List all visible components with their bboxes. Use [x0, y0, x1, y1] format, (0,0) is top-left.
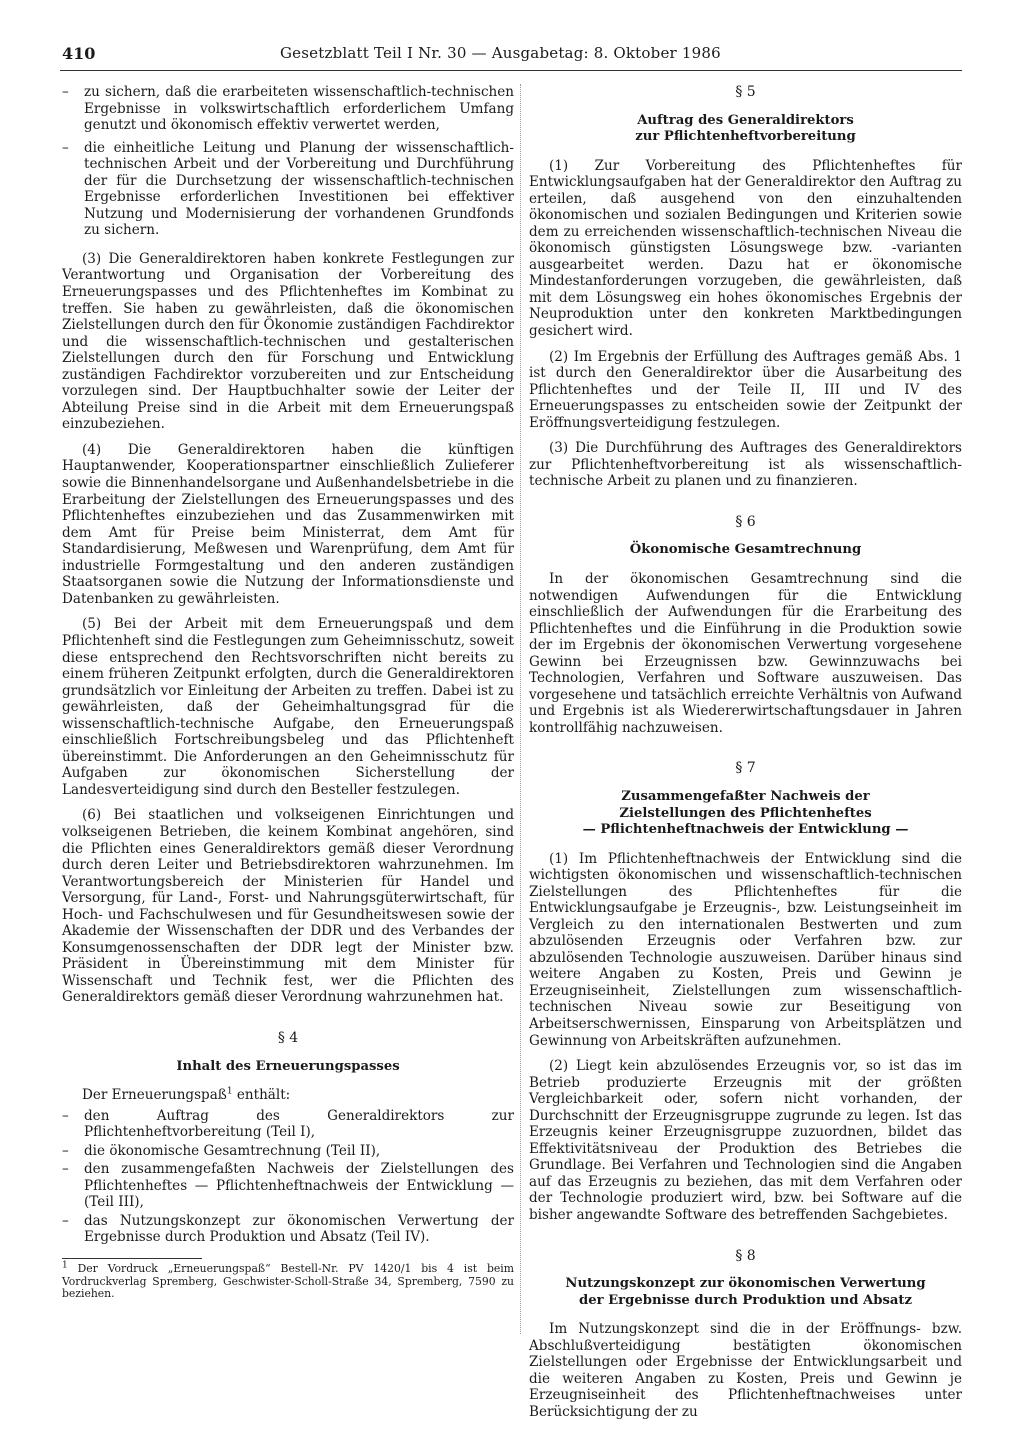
- section-7-paragraph-1: (1) Im Pflichtenheftnachweis der Entwicklung sind die wichtigsten ökonomischen und wissenschaftlich-technischen Zielstellungen des Pflichtenheftes für die Entwicklungsaufgabe je Erzeugnis-, bzw. Leistungseinheit im Vergleich zu den internationalen Bestwerten und zum abzulösenden Erzeugnis oder Verfahren bzw. zur abzulösenden Technologie auszuweisen. Darüber hinaus sind weitere Angaben zu Kosten, Preis und Gewinn je Erzeugniseinheit, Zielstellungen zum wissenschaftlich-technischen Niveau sowie zur Beseitigung von Arbeitserschwernissen, Einsparung von Arbeitsplätzen und Gewinnung von Arbeitskräften aufzunehmen.: [529, 850, 962, 1049]
- paragraph-3: (3) Die Generaldirektoren haben konkrete Festlegungen zur Verantwortung und Organisation der Vorbereitung des Erneuerungspasses und des Pflichtenheftes im Kombinat zu treffen. Sie haben zu gewährleisten, daß die ökonomischen Zielstellungen durch den für Ökonomie zuständigen Fachdirektor und die wissenschaftlich-technischen und gestalterischen Zielstellungen durch den für Forschung und Entwicklung zuständigen Fachdirektor vorzubereiten und zur Entscheidung vorzulegen sind. Der Hauptbuchhalter sowie der Leiter der Abteilung Preise sind in die Arbeit mit dem Erneuerungspaß einzubeziehen.: [62, 250, 514, 433]
- section-5-heading: § 5: [735, 84, 756, 100]
- section-7-heading: § 7: [735, 760, 756, 777]
- footnote-rule: [62, 1258, 202, 1259]
- section-4-intro: Der Erneuerungspaß$^1$ enthält:: [82, 1086, 291, 1104]
- section-4-heading: § 4: [277, 1029, 299, 1046]
- section-8-title: Nutzungskonzept zur ökonomischen Verwertung der Ergebnisse durch Produktion und Absatz: [565, 1276, 926, 1308]
- page-header: [62, 44, 962, 70]
- section-7-title: Zusammengefaßter Nachweis der Zielstellungen des Pflichtenheftes — Pflichtenheftnachweis der Entwicklung —: [582, 789, 909, 837]
- list-item: – zu sichern, daß die erarbeiteten wissenschaftlich-technischen Ergebnisse in volkswirtschaftlich erforderlichem Umfang genutzt und ökonomisch effektiv verwertet werden,: [62, 84, 514, 134]
- list-item: – die ökonomische Gesamtrechnung (Teil II),: [62, 1143, 514, 1160]
- section-8-heading: § 8: [735, 1247, 756, 1264]
- section-5-paragraph-1: (1) Zur Vorbereitung des Pflichtenheftes für Entwicklungsaufgaben hat der Generaldirektor den Auftrag zu erteilen, daß ausgehend von den einzuhaltenden ökonomischen und sozialen Bedingungen und Kriterien sowie dem zu erreichenden wissenschaftlich-technischen Niveau die ökonomisch günstigsten Lösungswege bzw. -varianten ausgearbeitet werden. Dazu hat er ökonomische Mindestanforderungen vorzugeben, die gewährleisten, daß mit dem Lösungsweg ein hohes ökonomisches Ergebnis der Neuproduktion unter den konkreten Marktbedingungen gesichert wird.: [529, 157, 962, 340]
- section-6-paragraph-1: In der ökonomischen Gesamtrechnung sind die notwendigen Aufwendungen für die Entwicklung einschließlich der Aufwendungen für die Erarbeitung des Pflichtenheftes und die Einführung in die Produktion sowie der im Ergebnis der ökonomischen Verwertung vorgesehene Gewinn bei Erzeugnissen bzw. Gewinnzuwachs bei Technologien, Verfahren und Software auszuweisen. Das vorgesehene und tatsächlich erreichte Verhältnis von Aufwand und Ergebnis ist als Wiedererwirtschaftungsdauer in Jahren kontrollfähig nachzuweisen.: [529, 570, 962, 736]
- left-column: [62, 84, 514, 1301]
- section-5-title: Auftrag des Generaldirektors zur Pflichtenheftvorbereitung: [635, 112, 856, 145]
- running-head: Gesetzblatt Teil I Nr. 30 — Ausgabetag: 8. Oktober 1986: [280, 44, 721, 62]
- section-8-paragraph-1: Im Nutzungskonzept sind die in der Eröffnungs- bzw. Abschlußverteidigung bestätigten ökonomischen Zielstellungen oder Ergebnisse der Entwicklungsarbeit und die weiteren Angaben zu Kosten, Preis und Gewinn je Erzeugniseinheit des Pflichtenheftnachweises unter Berücksichtigung der zu: [529, 1321, 962, 1420]
- footnote: $^1$ Der Vordruck „Erneuerungspaß“ Bestell-Nr. PV 1420/1 bis 4 ist beim Vordruckverlag Spremberg, Geschwister-Scholl-Straße 34, Spremberg, 7590 zu beziehen.: [62, 1260, 514, 1301]
- footnote-reference: 1: [226, 1086, 233, 1097]
- list-item: – den zusammengefaßten Nachweis der Zielstellungen des Pflichtenheftes — Pflichtenheftnachweis der Entwicklung — (Teil III),: [62, 1161, 514, 1211]
- list-item: – die einheitliche Leitung und Planung der wissenschaftlich-technischen Arbeit und der Vorbereitung und Durchführung der für die Durchsetzung der wissenschaftlich-technischen Ergebnisse erforderlichen Investitionen bei effektiver Nutzung und Modernisierung der vorhandenen Grundfonds zu sichern.: [62, 140, 514, 239]
- paragraph-6: (6) Bei staatlichen und volkseigenen Einrichtungen und volkseigenen Betrieben, die keinem Kombinat angehören, sind die Pflichten eines Generaldirektors gemäß dieser Verordnung durch deren Leiter und Betriebsdirektoren wahrzunehmen. Im Verantwortungsbereich der Ministerien für Handel und Versorgung, für Land-, Forst- und Nahrungsgüterwirtschaft, für Hoch- und Fachschulwesen und für Gesundheitswesen sowie der Akademie der Wissenschaften der DDR und des Verbandes der Konsumgenossenschaften der DDR legt der Minister bzw. Präsident in Übereinstimmung mit dem Minister für Wissenschaft und Technik fest, wer die Pflichten des Generaldirektors gemäß dieser Verordnung wahrzunehmen hat.: [62, 807, 514, 1006]
- column-divider: [520, 84, 521, 1334]
- paragraph-5: (5) Bei der Arbeit mit dem Erneuerungspaß und dem Pflichtenheft sind die Festlegungen zum Geheimnisschutz, soweit diese entsprechend den Rechtsvorschriften nicht bereits zu einem früheren Zeitpunkt erfolgten, durch die Generaldirektoren grundsätzlich vor Einleitung der Arbeiten zu treffen. Dabei ist zu gewährleisten, daß der Geheimhaltungsgrad für die wissenschaftlich-technische Aufgabe, den Erneuerungspaß einschließlich Fortschreibungsbeleg und das Pflichtenheft übereinstimmt. Die Anforderungen an den Geheimnisschutz für Aufgaben zur ökonomischen Sicherstellung der Landesverteidigung sind durch den Besteller festzulegen.: [62, 616, 514, 798]
- page-number: 410: [62, 44, 96, 63]
- section-5-paragraph-2: (2) Im Ergebnis der Erfüllung des Auftrages gemäß Abs. 1 ist durch den Generaldirektor über die Ausarbeitung des Pflichtenheftes und der Teile II, III und IV des Erneuerungspasses zu entscheiden sowie der Zeitpunkt der Eröffnungsverteidigung festzulegen.: [529, 348, 962, 431]
- list-item: – den Auftrag des Generaldirektors zur Pflichtenheftvorbereitung (Teil I),: [62, 1108, 514, 1141]
- section-6-heading: § 6: [735, 513, 756, 530]
- section-7-paragraph-2: (2) Liegt kein abzulösendes Erzeugnis vor, so ist das im Betrieb produzierte Erzeugnis mit der größten Vergleichbarkeit oder, sofern nicht vorhanden, der Durchschnitt der Erzeugnisgruppe zugrunde zu legen. Ist das Erzeugnis keiner Erzeugnisgruppe zuzuordnen, bildet das Effektivitätsniveau der Produktion des Betriebes die Grundlage. Bei Verfahren und Technologien sind die Angaben auf das Erzeugnis zu beziehen, das mit dem Verfahren oder der Technologie produziert wird, bzw. bei Software auf die bisher angewandte Software des betreffenden Sachgebietes.: [529, 1058, 962, 1223]
- footnote-number: 1: [62, 1260, 68, 1271]
- section-6-title: Ökonomische Gesamtrechnung: [629, 542, 862, 558]
- section-5-paragraph-3: (3) Die Durchführung des Auftrages des Generaldirektors zur Pflichtenheftvorbereitung ist als wissenschaftlich-technische Arbeit zu planen und zu finanzieren.: [529, 440, 962, 490]
- right-column: [529, 84, 962, 1429]
- section-4-title: Inhalt des Erneuerungspasses: [176, 1058, 400, 1074]
- paragraph-4: (4) Die Generaldirektoren haben die künftigen Hauptanwender, Kooperationspartner einschließlich Zulieferer sowie die Binnenhandelsorgane und Außenhandelsbetriebe in die Erarbeitung der Zielstellungen des Erneuerungspasses und des Pflichtenheftes einzubeziehen und das Zusammenwirken mit dem Amt für Preise beim Ministerrat, dem Amt für Standardisierung, Meßwesen und Warenprüfung, dem Amt für industrielle Formgestaltung und den anderen zuständigen Staatsorganen sowie die Nutzung der Informationsdienste und Datenbanken zu gewährleisten.: [62, 441, 514, 607]
- header-rule: [60, 70, 962, 71]
- list-item: – das Nutzungskonzept zur ökonomischen Verwertung der Ergebnisse durch Produktion und Absatz (Teil IV).: [62, 1213, 514, 1246]
